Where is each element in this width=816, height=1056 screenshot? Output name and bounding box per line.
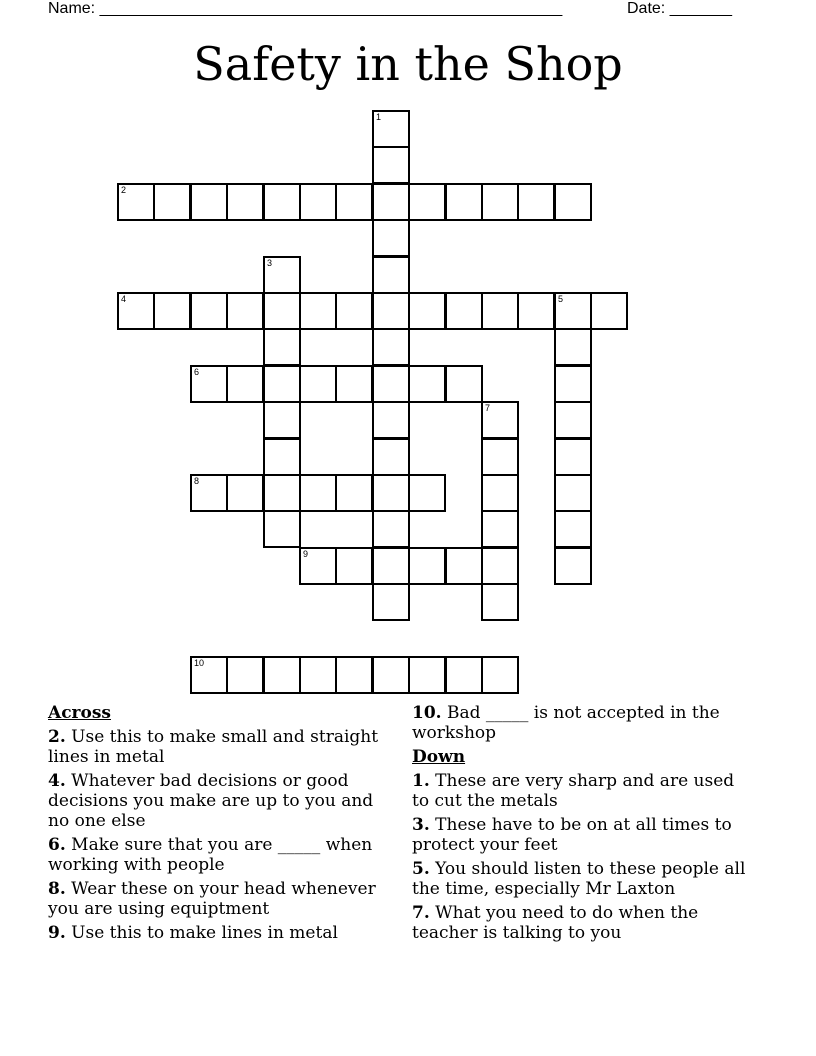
cell-number: 9 <box>303 549 309 559</box>
grid-cell[interactable] <box>554 438 592 476</box>
grid-cell[interactable] <box>263 510 301 548</box>
grid-cell[interactable] <box>554 183 592 221</box>
grid-cell[interactable] <box>481 583 519 621</box>
cell-number: 2 <box>121 185 127 195</box>
grid-cell[interactable] <box>372 510 410 548</box>
grid-cell[interactable] <box>554 547 592 585</box>
cell-number: 10 <box>194 658 205 668</box>
grid-cell[interactable] <box>372 438 410 476</box>
grid-cell[interactable] <box>226 183 264 221</box>
name-field-label: Name: ____________________________________________________ <box>48 0 563 17</box>
grid-cell[interactable] <box>263 474 301 512</box>
grid-cell[interactable] <box>335 547 373 585</box>
grid-cell[interactable] <box>408 547 446 585</box>
down-clue-5 <box>412 859 752 899</box>
clue-number: 8. <box>48 879 66 899</box>
clues-right-column <box>412 703 752 947</box>
grid-cell[interactable] <box>372 219 410 257</box>
grid-cell[interactable] <box>226 474 264 512</box>
grid-cell[interactable] <box>153 183 191 221</box>
grid-cell[interactable] <box>481 547 519 585</box>
grid-cell[interactable] <box>445 183 483 221</box>
grid-cell[interactable] <box>117 183 155 221</box>
clue-text: Whatever bad decisions or good decisions you make are up to you and no one else <box>48 771 374 831</box>
grid-cell[interactable] <box>335 292 373 330</box>
grid-cell[interactable] <box>153 292 191 330</box>
grid-cell[interactable] <box>481 183 519 221</box>
grid-cell[interactable] <box>335 656 373 694</box>
across-clue-2 <box>48 727 393 767</box>
cell-number: 6 <box>194 367 200 377</box>
grid-cell[interactable] <box>554 292 592 330</box>
across-clue-9 <box>48 923 393 943</box>
grid-cell[interactable] <box>263 292 301 330</box>
clues-left-column <box>48 703 393 947</box>
grid-cell[interactable] <box>335 474 373 512</box>
grid-cell[interactable] <box>263 365 301 403</box>
grid-cell[interactable] <box>190 474 228 512</box>
across-clue-6 <box>48 835 393 875</box>
grid-cell[interactable] <box>554 510 592 548</box>
grid-cell[interactable] <box>299 365 337 403</box>
grid-cell[interactable] <box>372 583 410 621</box>
down-clue-1 <box>412 771 752 811</box>
cell-number: 7 <box>485 403 491 413</box>
clue-number: 9. <box>48 923 66 943</box>
clue-number: 5. <box>412 859 430 879</box>
grid-cell[interactable] <box>372 365 410 403</box>
grid-cell[interactable] <box>408 183 446 221</box>
grid-cell[interactable] <box>372 547 410 585</box>
grid-cell[interactable] <box>372 474 410 512</box>
clue-number: 1. <box>412 771 430 791</box>
grid-cell[interactable] <box>299 656 337 694</box>
cell-number: 4 <box>121 294 127 304</box>
grid-cell[interactable] <box>263 256 301 294</box>
clue-text: Use this to make lines in metal <box>71 923 338 943</box>
grid-cell[interactable] <box>481 510 519 548</box>
clue-text: You should listen to these people all the time, especially Mr Laxton <box>412 859 746 899</box>
grid-cell[interactable] <box>263 183 301 221</box>
clue-text: Bad _____ is not accepted in the workshop <box>412 703 720 743</box>
grid-cell[interactable] <box>335 365 373 403</box>
grid-cell[interactable] <box>263 438 301 476</box>
grid-cell[interactable] <box>517 183 555 221</box>
grid-cell[interactable] <box>408 365 446 403</box>
grid-cell[interactable] <box>372 656 410 694</box>
clue-text: Make sure that you are _____ when working with people <box>48 835 373 875</box>
clue-number: 3. <box>412 815 430 835</box>
grid-cell[interactable] <box>554 365 592 403</box>
across-clue-8 <box>48 879 393 919</box>
grid-cell[interactable] <box>190 656 228 694</box>
grid-cell[interactable] <box>372 256 410 294</box>
across-clue-4 <box>48 771 393 831</box>
grid-cell[interactable] <box>481 401 519 439</box>
clue-text: These are very sharp and are used to cut the metals <box>412 771 735 811</box>
clue-number: 4. <box>48 771 66 791</box>
clue-text: What you need to do when the teacher is talking to you <box>412 903 699 943</box>
grid-cell[interactable] <box>481 292 519 330</box>
grid-cell[interactable] <box>335 183 373 221</box>
down-clue-7 <box>412 903 752 943</box>
grid-cell[interactable] <box>372 292 410 330</box>
grid-cell[interactable] <box>517 292 555 330</box>
grid-cell[interactable] <box>190 183 228 221</box>
grid-cell[interactable] <box>263 656 301 694</box>
grid-cell[interactable] <box>445 365 483 403</box>
down-clue-3 <box>412 815 752 855</box>
cell-number: 1 <box>376 112 382 122</box>
grid-cell[interactable] <box>372 328 410 366</box>
clue-number: 6. <box>48 835 66 855</box>
date-field-label: Date: _______ <box>627 0 732 17</box>
grid-cell[interactable] <box>263 328 301 366</box>
grid-cell[interactable] <box>299 292 337 330</box>
clue-number: 2. <box>48 727 66 747</box>
grid-cell[interactable] <box>263 401 301 439</box>
grid-cell[interactable] <box>408 656 446 694</box>
grid-cell[interactable] <box>372 110 410 148</box>
across-heading: Across <box>48 703 111 723</box>
clue-text: These have to be on at all times to protect your feet <box>412 815 732 855</box>
cell-number: 8 <box>194 476 200 486</box>
clue-number: 7. <box>412 903 430 923</box>
grid-cell[interactable] <box>226 656 264 694</box>
grid-cell[interactable] <box>408 292 446 330</box>
grid-cell[interactable] <box>481 656 519 694</box>
grid-cell[interactable] <box>372 183 410 221</box>
grid-cell[interactable] <box>445 547 483 585</box>
grid-cell[interactable] <box>372 146 410 184</box>
grid-cell[interactable] <box>117 292 155 330</box>
grid-cell[interactable] <box>554 474 592 512</box>
across-clue-10 <box>412 703 752 743</box>
grid-cell[interactable] <box>481 474 519 512</box>
grid-cell[interactable] <box>554 401 592 439</box>
grid-cell[interactable] <box>299 474 337 512</box>
grid-cell[interactable] <box>190 365 228 403</box>
grid-cell[interactable] <box>226 292 264 330</box>
cell-number: 3 <box>267 258 273 268</box>
page-title: Safety in the Shop <box>193 37 623 91</box>
grid-cell[interactable] <box>299 547 337 585</box>
grid-cell[interactable] <box>408 474 446 512</box>
grid-cell[interactable] <box>190 292 228 330</box>
grid-cell[interactable] <box>372 401 410 439</box>
grid-cell[interactable] <box>226 365 264 403</box>
grid-cell[interactable] <box>554 328 592 366</box>
grid-cell[interactable] <box>481 438 519 476</box>
grid-cell[interactable] <box>590 292 628 330</box>
grid-cell[interactable] <box>299 183 337 221</box>
down-heading: Down <box>412 747 466 767</box>
grid-cell[interactable] <box>445 292 483 330</box>
clue-text: Wear these on your head whenever you are using equiptment <box>48 879 376 919</box>
cell-number: 5 <box>558 294 564 304</box>
clue-text: Use this to make small and straight lines in metal <box>48 727 379 767</box>
grid-cell[interactable] <box>445 656 483 694</box>
clue-number: 10. <box>412 703 442 723</box>
